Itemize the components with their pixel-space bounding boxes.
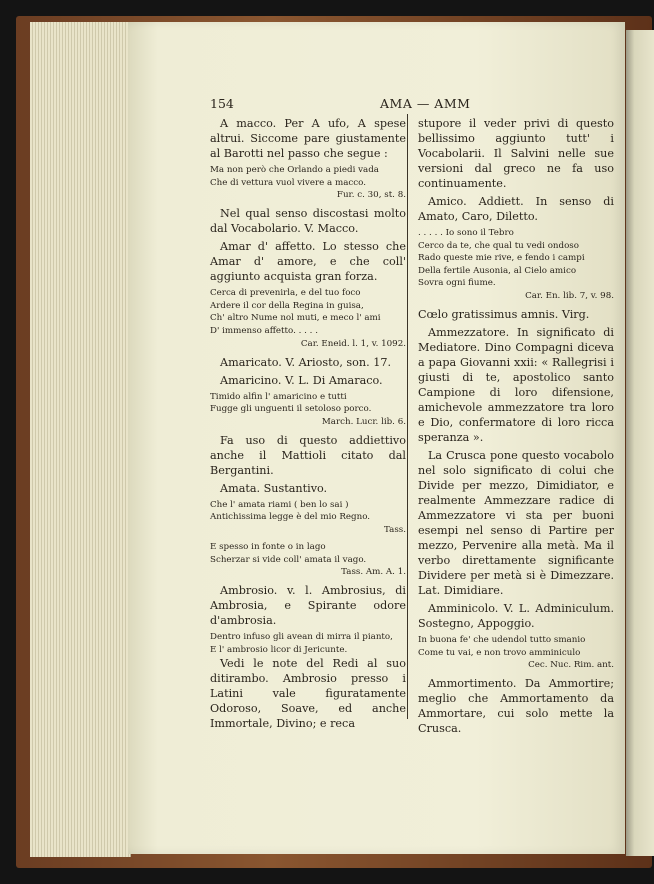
dictionary-entry: Ambrosio. v. l. Ambrosius, di Ambrosia, e Spirante odore d'ambrosia. <box>210 584 406 628</box>
dictionary-entry: Amata. Sustantivo. <box>220 481 328 495</box>
dictionary-entry: La Crusca pone questo vocabolo nel solo significato di colui che Divide per mezzo, Dimidiator, e realmente Ammezzare radice di Ammezzatore vi sta per buoni esempi nel senso di Partire per mezzo, Pervenire alla metà. Ma il verbo direttamente significante Dividere per metà si è Dimezzare. Lat. Dimidiare. <box>418 448 614 597</box>
left-column <box>210 116 406 734</box>
verse-line: Della fertile Ausonia, al Cielo amico <box>418 265 577 276</box>
dictionary-entry: Ammezzatore. In significato di Mediatore. Dino Compagni diceva a papa Giovanni xxii: « Rallegrisi i giusti di te, apostolico santo Campione di loro difensione, amichevole ammezzatore tra loro e Dio, confermatore di loro ricca speranza ». <box>418 325 614 444</box>
paragraph: stupore il veder privi di questo bellissimo aggiunto tutt' i Vocabolarii. Il Salvini nelle sue versioni dal greco ne fa uso continuamente. <box>418 117 614 190</box>
citation: Fur. c. 30, st. 8. <box>336 190 406 201</box>
dictionary-entry: A macco. Per A ufo, A spese altrui. Siccome pare giustamente al Barotti nel passo che segue : <box>210 117 406 160</box>
verse-line: Che di vettura vuol vivere a macco. <box>210 177 366 188</box>
dictionary-entry: Amminicolo. V. L. Adminiculum. Sostegno, Appoggio. <box>418 601 614 630</box>
dictionary-entry: Ammortimento. Da Ammortire; meglio che Ammortamento da Ammortare, cui solo mette la Crusca. <box>418 677 614 736</box>
verse-line: . . . . . Io sono il Tebro <box>418 228 514 238</box>
verse-line: Rado queste mie rive, e fendo i campi <box>418 253 585 264</box>
paragraph: Cœlo gratissimus amnis. Virg. <box>418 307 590 321</box>
citation: Tass. Am. A. 1. <box>341 567 406 578</box>
page-edges <box>30 22 131 857</box>
facing-page-edge <box>626 30 654 856</box>
verse-line: Cerco da te, che qual tu vedi ondoso <box>418 240 579 251</box>
citation: Car. Eneid. l. 1, v. 1092. <box>300 338 406 349</box>
verse-line: Timido alfin l' amaricino e tutti <box>210 391 347 402</box>
verse-line: Dentro infuso gli avean di mirra il pianto, <box>210 632 393 643</box>
citation: Tass. <box>384 524 406 535</box>
verse-line: Ch' altro Nume nol muti, e meco l' ami <box>210 313 381 324</box>
column-divider <box>407 114 408 719</box>
running-head: AMA — AMM <box>380 96 471 111</box>
verse-line: Cerca di prevenirla, e del tuo foco <box>210 288 361 299</box>
dictionary-entry: Vedi le note del Redi al suo ditirambo. Ambrosio presso i Latini vale figuratamente Odoroso, Soave, ed anche Immortale, Divino; e reca <box>210 657 406 731</box>
dictionary-entry: Nel qual senso discostasi molto dal Vocabolario. V. Macco. <box>210 207 406 236</box>
verse-line: Scherzar si vide coll' amata il vago. <box>210 554 367 565</box>
citation: Cec. Nuc. Rim. ant. <box>528 660 614 671</box>
verse-line: In buona fe' che udendol tutto smanio <box>418 634 586 645</box>
verse-line: Antichissima legge è del mio Regno. <box>210 512 371 523</box>
citation: March. Lucr. lib. 6. <box>321 416 406 427</box>
page-header <box>210 96 610 116</box>
verse-line: Che l' amata riami ( ben lo sai ) <box>210 499 349 510</box>
dictionary-entry: Fa uso di questo addiettivo anche il Mattioli citato dal Bergantini. <box>210 433 406 477</box>
verse-line: E spesso in fonte o in lago <box>210 541 326 552</box>
dictionary-entry: Amaricino. V. L. Di Amaraco. <box>220 373 383 387</box>
dictionary-entry: Amico. Addiett. In senso di Amato, Caro, Diletto. <box>418 195 614 223</box>
verse-line: Ma non però che Orlando a piedi vada <box>210 165 379 175</box>
verse-line: E l' ambrosio licor di Jericunte. <box>210 644 348 655</box>
verse-line: Come tu vai, e non trovo amminiculo <box>418 647 581 658</box>
dictionary-entry: Amar d' affetto. Lo stesso che Amar d' amore, e che coll' aggiunto acquista gran forza. <box>210 240 406 284</box>
citation: Car. En. lib. 7, v. 98. <box>525 290 614 301</box>
dictionary-entry: Amaricato. V. Ariosto, son. 17. <box>220 355 392 369</box>
verse-line: Fugge gli unguenti il setoloso porco. <box>210 404 372 415</box>
page-number: 154 <box>210 96 234 111</box>
verse-line: Sovra ogni fiume. <box>418 278 496 289</box>
verse-line: D' immenso affetto. . . . . <box>210 325 318 336</box>
verse-line: Ardere il cor della Regina in guisa, <box>210 300 364 311</box>
right-column <box>418 116 614 739</box>
